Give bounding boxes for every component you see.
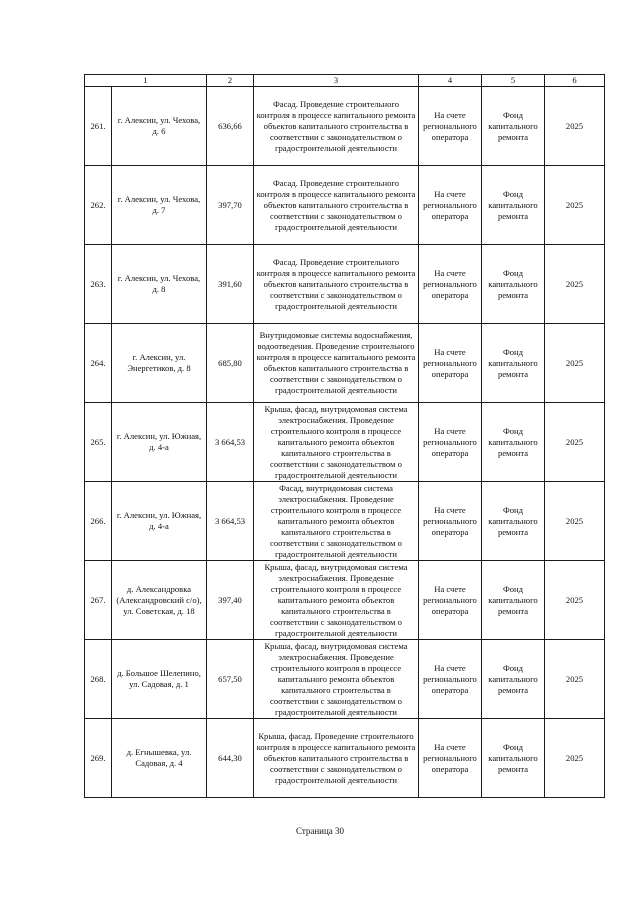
row-funding-source: На счете регионального оператора <box>419 403 482 482</box>
table-row <box>85 324 605 403</box>
row-year: 2025 <box>545 245 605 324</box>
row-year: 2025 <box>545 640 605 719</box>
row-fund: Фонд капитального ремонта <box>482 561 545 640</box>
row-area: 391,60 <box>207 245 254 324</box>
row-number: 264. <box>85 324 112 403</box>
row-funding-source: На счете регионального оператора <box>419 87 482 166</box>
row-works: Фасад. Проведение строительного контроля в процессе капитального ремонта объектов капитального строительства в соответствии с законодательством о градостроительной деятельности <box>254 87 419 166</box>
row-area: 644,30 <box>207 719 254 798</box>
row-fund: Фонд капитального ремонта <box>482 640 545 719</box>
row-funding-source: На счете регионального оператора <box>419 324 482 403</box>
row-address: г. Алексин, ул. Южная, д. 4-а <box>112 482 207 561</box>
row-works: Крыша, фасад. Проведение строительного контроля в процессе капитального ремонта объектов капитального строительства в соответствии с законодательством о градостроительной деятельности <box>254 719 419 798</box>
row-area: 397,70 <box>207 166 254 245</box>
row-year: 2025 <box>545 719 605 798</box>
row-address: д. Егнышевка, ул. Садовая, д. 4 <box>112 719 207 798</box>
row-works: Фасад. Проведение строительного контроля в процессе капитального ремонта объектов капитального строительства в соответствии с законодательством о градостроительной деятельности <box>254 166 419 245</box>
table-row <box>85 640 605 719</box>
row-address: г. Алексин, ул. Южная, д. 4-а <box>112 403 207 482</box>
row-works: Крыша, фасад, внутридомовая система электроснабжения. Проведение строительного контроля в процессе капитального ремонта объектов капитального строительства в соответствии с законодательством о градостроительной деятельности <box>254 403 419 482</box>
row-area: 3 664,53 <box>207 403 254 482</box>
table-row <box>85 245 605 324</box>
row-address: д. Большое Шелепино, ул. Садовая, д. 1 <box>112 640 207 719</box>
row-number: 267. <box>85 561 112 640</box>
column-number-1: 1 <box>85 75 207 87</box>
row-number: 265. <box>85 403 112 482</box>
row-area: 685,80 <box>207 324 254 403</box>
row-address: г. Алексин, ул. Чехова, д. 8 <box>112 245 207 324</box>
row-funding-source: На счете регионального оператора <box>419 482 482 561</box>
row-funding-source: На счете регионального оператора <box>419 719 482 798</box>
row-year: 2025 <box>545 403 605 482</box>
row-address: г. Алексин, ул. Чехова, д. 7 <box>112 166 207 245</box>
row-works: Фасад, внутридомовая система электроснабжения. Проведение строительного контроля в процессе капитального ремонта объектов капитального строительства в соответствии с законодательством о градостроительной деятельности <box>254 482 419 561</box>
row-fund: Фонд капитального ремонта <box>482 403 545 482</box>
row-area: 657,50 <box>207 640 254 719</box>
row-year: 2025 <box>545 324 605 403</box>
row-fund: Фонд капитального ремонта <box>482 87 545 166</box>
row-year: 2025 <box>545 87 605 166</box>
table-row <box>85 719 605 798</box>
row-year: 2025 <box>545 166 605 245</box>
row-number: 268. <box>85 640 112 719</box>
row-address: д. Александровка (Александровский с/о), ул. Советская, д. 18 <box>112 561 207 640</box>
column-number-4: 4 <box>419 75 482 87</box>
row-works: Внутридомовые системы водоснабжения, водоотведения. Проведение строительного контроля в процессе капитального ремонта объектов капитального строительства в соответствии с законодательством о градостроительной деятельности <box>254 324 419 403</box>
row-year: 2025 <box>545 482 605 561</box>
row-area: 3 664,53 <box>207 482 254 561</box>
row-number: 263. <box>85 245 112 324</box>
row-funding-source: На счете регионального оператора <box>419 166 482 245</box>
table-row <box>85 87 605 166</box>
table-row <box>85 166 605 245</box>
row-number: 262. <box>85 166 112 245</box>
row-number: 266. <box>85 482 112 561</box>
row-funding-source: На счете регионального оператора <box>419 640 482 719</box>
row-address: г. Алексин, ул. Энергетиков, д. 8 <box>112 324 207 403</box>
table-row <box>85 561 605 640</box>
column-number-2: 2 <box>207 75 254 87</box>
table-row <box>85 403 605 482</box>
row-works: Крыша, фасад, внутридомовая система электроснабжения. Проведение строительного контроля в процессе капитального ремонта объектов капитального строительства в соответствии с законодательством о градостроительной деятельности <box>254 640 419 719</box>
row-funding-source: На счете регионального оператора <box>419 561 482 640</box>
row-year: 2025 <box>545 561 605 640</box>
column-number-row <box>85 75 605 87</box>
row-works: Фасад. Проведение строительного контроля в процессе капитального ремонта объектов капитального строительства в соответствии с законодательством о градостроительной деятельности <box>254 245 419 324</box>
table-row <box>85 482 605 561</box>
row-number: 261. <box>85 87 112 166</box>
row-number: 269. <box>85 719 112 798</box>
row-address: г. Алексин, ул. Чехова, д. 6 <box>112 87 207 166</box>
column-number-6: 6 <box>545 75 605 87</box>
row-fund: Фонд капитального ремонта <box>482 324 545 403</box>
row-area: 397,40 <box>207 561 254 640</box>
repair-program-table <box>84 74 605 798</box>
row-area: 636,66 <box>207 87 254 166</box>
column-number-3: 3 <box>254 75 419 87</box>
page-number: Страница 30 <box>295 826 345 836</box>
column-number-5: 5 <box>482 75 545 87</box>
row-fund: Фонд капитального ремонта <box>482 482 545 561</box>
row-fund: Фонд капитального ремонта <box>482 166 545 245</box>
row-funding-source: На счете регионального оператора <box>419 245 482 324</box>
row-fund: Фонд капитального ремонта <box>482 719 545 798</box>
row-fund: Фонд капитального ремонта <box>482 245 545 324</box>
row-works: Крыша, фасад, внутридомовая система электроснабжения. Проведение строительного контроля в процессе капитального ремонта объектов капитального строительства в соответствии с законодательством о градостроительной деятельности <box>254 561 419 640</box>
